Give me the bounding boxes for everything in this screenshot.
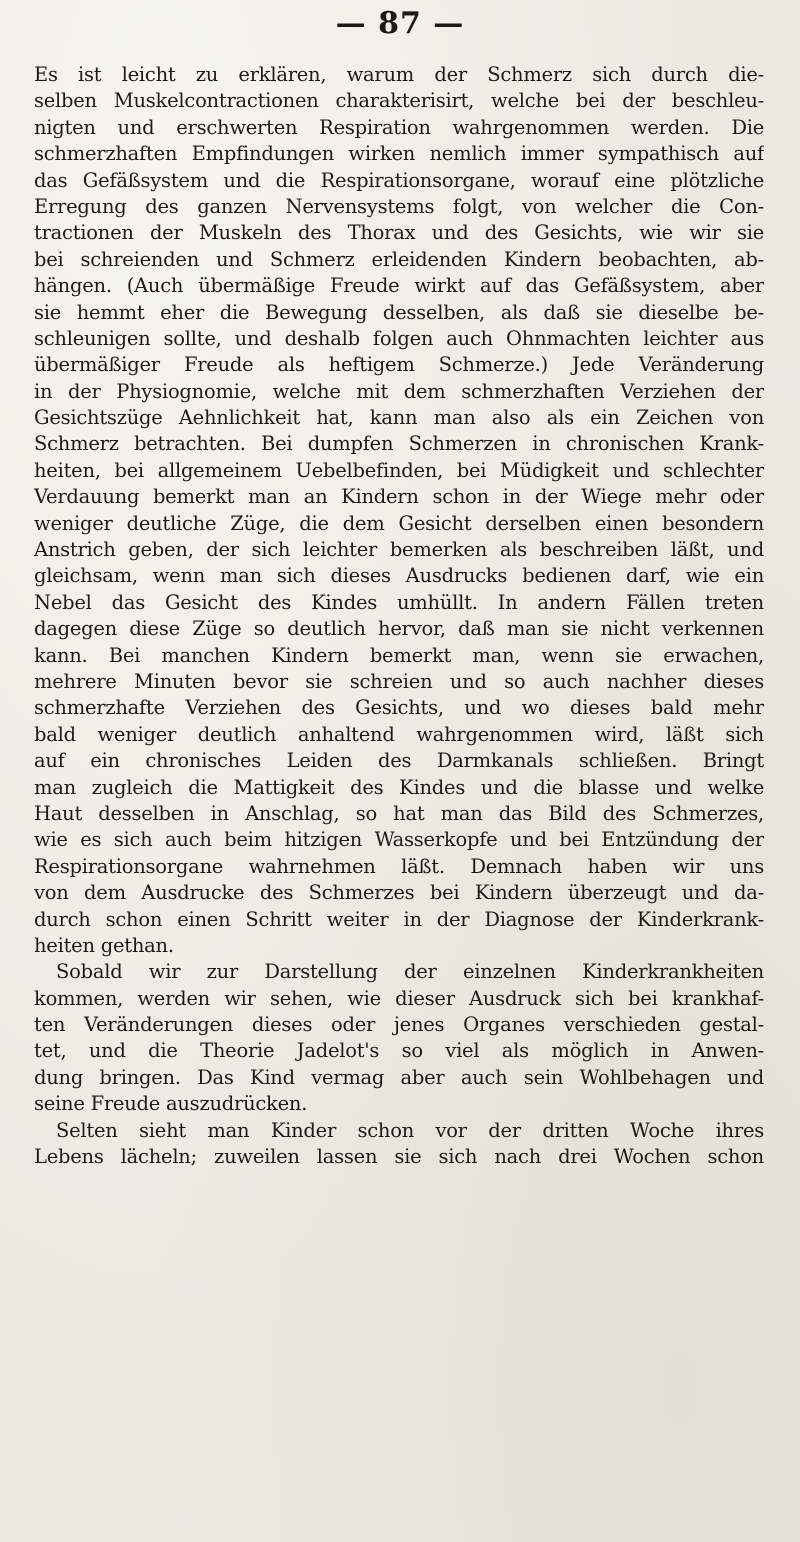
text-line: Respirationsorgane wahrnehmen läßt. Demnach haben wir uns (34, 854, 764, 878)
text-line: übermäßiger Freude als heftigem Schmerze.) Jede Veränderung (34, 353, 764, 377)
text-line: Erregung des ganzen Nervensystems folgt, von welcher die Con- (34, 194, 764, 218)
text-line: Selten sieht man Kinder schon vor der dritten Woche ihres (56, 1118, 764, 1142)
text-line: von dem Ausdrucke des Schmerzes bei Kindern überzeugt und da- (34, 881, 764, 905)
text-line: heiten, bei allgemeinem Uebelbefinden, bei Müdigkeit und schlechter (34, 458, 764, 482)
text-line: ten Veränderungen dieses oder jenes Organes verschieden gestal- (34, 1013, 764, 1037)
body-text (34, 62, 764, 1170)
text-line: selben Muskelcontractionen charakterisirt, welche bei der beschleu- (34, 89, 764, 113)
text-line: auf ein chronisches Leiden des Darmkanals schließen. Bringt (34, 749, 764, 773)
text-line: kommen, werden wir sehen, wie dieser Ausdruck sich bei krankhaf- (34, 986, 764, 1010)
text-line: sie hemmt eher die Bewegung desselben, als daß sie dieselbe be- (34, 300, 764, 324)
text-line: nigten und erschwerten Respiration wahrgenommen werden. Die (34, 115, 764, 139)
text-line: tractionen der Muskeln des Thorax und des Gesichts, wie wir sie (34, 221, 764, 245)
text-line: bei schreienden und Schmerz erleidenden Kindern beobachten, ab- (34, 247, 764, 271)
text-line: bald weniger deutlich anhaltend wahrgenommen wird, läßt sich (34, 722, 764, 746)
text-line: das Gefäßsystem und die Respirationsorgane, worauf eine plötzliche (34, 168, 764, 192)
text-line: Gesichtszüge Aehnlichkeit hat, kann man also als ein Zeichen von (34, 406, 764, 430)
text-line: Sobald wir zur Darstellung der einzelnen Kinderkrankheiten (56, 960, 764, 984)
text-line: dagegen diese Züge so deutlich hervor, daß man sie nicht verkennen (34, 617, 764, 641)
text-line: durch schon einen Schritt weiter in der Diagnose der Kinderkrank- (34, 907, 764, 931)
text-line: schleunigen sollte, und deshalb folgen auch Ohnmachten leichter aus (34, 326, 764, 350)
text-line: in der Physiognomie, welche mit dem schmerzhaften Verziehen der (34, 379, 764, 403)
text-line: dung bringen. Das Kind vermag aber auch sein Wohlbehagen und (34, 1065, 764, 1089)
text-line: wie es sich auch beim hitzigen Wasserkopfe und bei Entzündung der (34, 828, 764, 852)
text-line: seine Freude auszudrücken. (34, 1092, 308, 1116)
text-line: tet, und die Theorie Jadelot's so viel als möglich in Anwen- (34, 1039, 764, 1063)
text-line: schmerzhafte Verziehen des Gesichts, und wo dieses bald mehr (34, 696, 764, 720)
text-line: schmerzhaften Empfindungen wirken nemlich immer sympathisch auf (34, 142, 764, 166)
text-line: Schmerz betrachten. Bei dumpfen Schmerzen in chronischen Krank- (34, 432, 764, 456)
text-line: Lebens lächeln; zuweilen lassen sie sich nach drei Wochen schon (34, 1145, 764, 1169)
text-line: Haut desselben in Anschlag, so hat man das Bild des Schmerzes, (34, 801, 764, 825)
text-line: weniger deutliche Züge, die dem Gesicht derselben einen besondern (34, 511, 764, 535)
text-line: hängen. (Auch übermäßige Freude wirkt auf das Gefäßsystem, aber (34, 274, 764, 298)
page-number: — 87 — (335, 6, 465, 41)
text-line: Es ist leicht zu erklären, warum der Schmerz sich durch die- (34, 63, 764, 86)
text-line: Nebel das Gesicht des Kindes umhüllt. In andern Fällen treten (34, 590, 764, 614)
text-line: mehrere Minuten bevor sie schreien und so auch nachher dieses (34, 669, 764, 693)
text-line: heiten gethan. (34, 933, 174, 957)
text-line: Verdauung bemerkt man an Kindern schon in der Wiege mehr oder (34, 485, 764, 509)
text-line: gleichsam, wenn man sich dieses Ausdrucks bedienen darf, wie ein (34, 564, 764, 588)
text-line: kann. Bei manchen Kindern bemerkt man, wenn sie erwachen, (34, 643, 764, 667)
text-line: Anstrich geben, der sich leichter bemerken als beschreiben läßt, und (34, 538, 764, 562)
text-line: man zugleich die Mattigkeit des Kindes und die blasse und welke (34, 775, 764, 799)
